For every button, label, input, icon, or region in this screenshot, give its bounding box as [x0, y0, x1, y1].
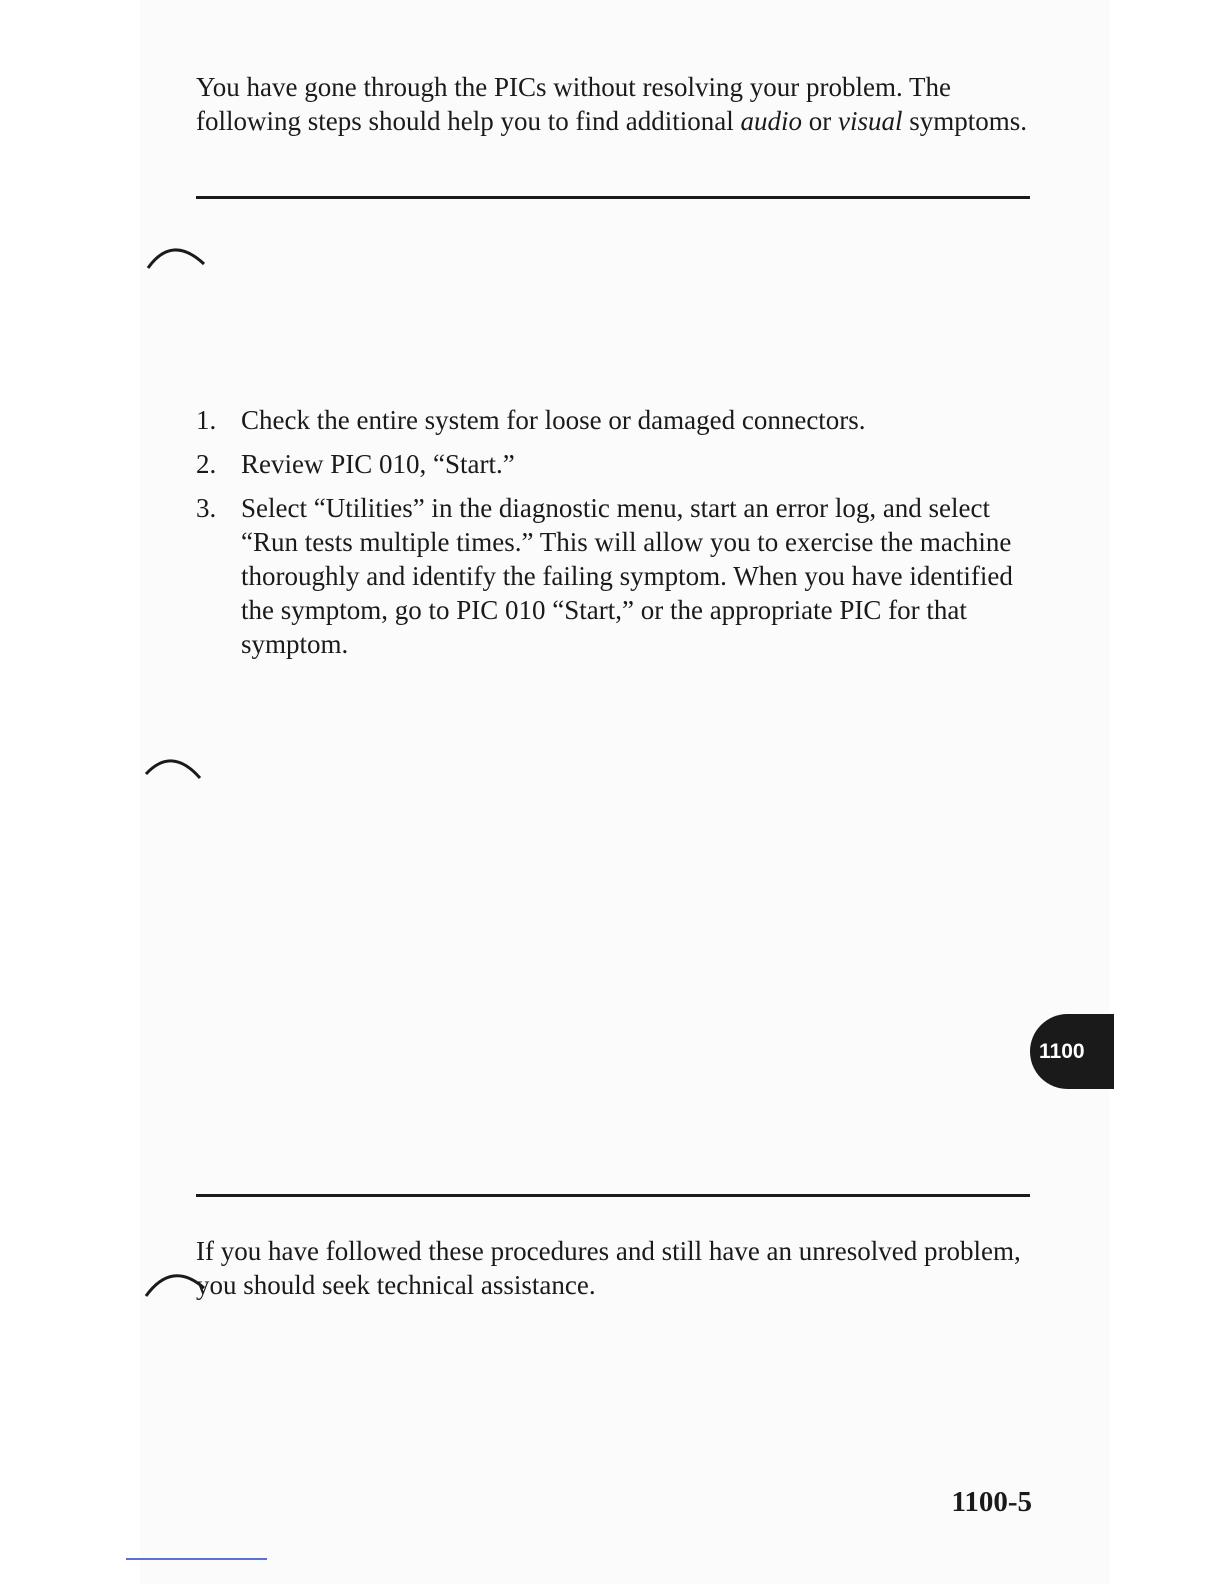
step-text: Select “Utilities” in the diagnostic menu, start an error log, and select “Run tests multiple times.” This will allow you to exercise the machine thoroughly and identify the failing symptom. When you have identified the symptom, go to PIC 010 “Start,” or the appropriate PIC for that symptom. [241, 493, 1013, 659]
intro-paragraph [196, 70, 1056, 138]
closing-paragraph: If you have followed these procedures and still have an unresolved problem, you should seek technical assistance. [196, 1236, 1021, 1300]
page-number: 1100-5 [951, 1486, 1032, 1518]
steps-list [196, 403, 1036, 671]
intro-audio-word: audio [740, 106, 802, 136]
step-text: Review PIC 010, “Start.” [241, 449, 515, 479]
step-item [196, 403, 1036, 437]
top-divider [196, 196, 1030, 199]
step-text: Check the entire system for loose or damaged connectors. [241, 405, 866, 435]
intro-text-start: You have gone through the PICs without resolving your problem. The following steps should help you to find additional [196, 72, 951, 136]
intro-text-end: symptoms. [902, 106, 1028, 136]
intro-visual-word: visual [837, 106, 903, 136]
step-item [196, 491, 1036, 661]
step-item [196, 447, 1036, 481]
page-background [140, 0, 1110, 1584]
bottom-divider [196, 1194, 1030, 1197]
binder-hole-arc-icon [144, 240, 208, 274]
step-number: 3. [196, 493, 217, 523]
scan-edge-line [126, 1558, 267, 1560]
section-tab: 1100 [1030, 1014, 1114, 1089]
intro-text-between: or [801, 106, 838, 136]
step-number: 2. [196, 449, 217, 479]
step-number: 1. [196, 405, 217, 435]
binder-hole-arc-icon [142, 750, 206, 784]
